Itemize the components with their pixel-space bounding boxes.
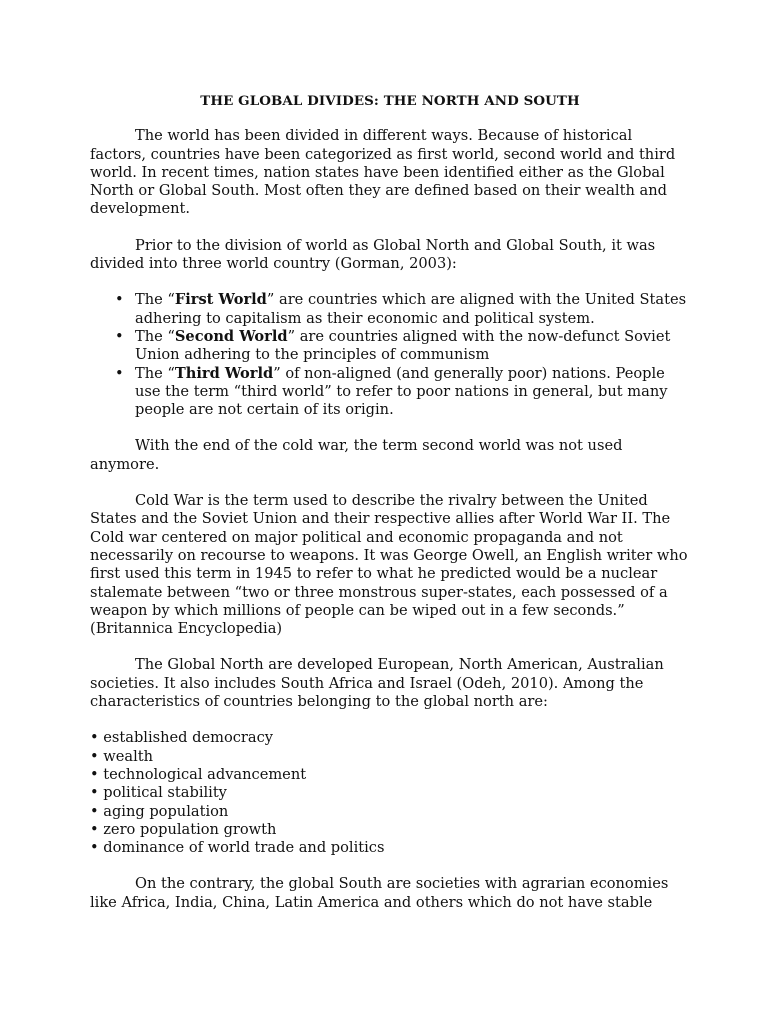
list-item: • dominance of world trade and politics [90, 839, 385, 857]
paragraph-cold-war-definition: Cold War is the term used to describe the rivalry between the United States and the Soviet Union and their respective allies after World War II. The Cold war centered on major political and economic propaganda and not necessarily on recourse to weapons. It was George Owell, an English writer who first used this term in 1945 to refer to what he predicted would be a nuclear stalemate between “two or three monstrous super-states, each possessed of a weapon by which millions of people can be wiped out in a few seconds.” (Britannica Encyclopedia) [90, 492, 688, 638]
list-item: • zero population growth [90, 820, 277, 838]
list-item: • established democracy [90, 729, 273, 747]
list-item-third-world: • The “Third World” of non-aligned (and generally poor) nations. People use the term “third world” to refer to poor nations in general, but many people are not certain of its origin. [115, 364, 668, 419]
bullet-icon: • [115, 327, 124, 345]
bullet-icon: • [115, 364, 124, 382]
paragraph-global-north: The Global North are developed European, North American, Australian societies. It also includes South Africa and Israel (Odeh, 2010). Among the characteristics of countries belonging to the global north are: [90, 656, 664, 711]
term-second-world: Second World [174, 327, 288, 345]
list-item-first-world: • The “First World” are countries which are aligned with the United States adhering to capitalism as their economic and political system. [115, 291, 687, 327]
document-page [90, 92, 690, 930]
list-item: • aging population [90, 802, 229, 820]
list-item: • technological advancement [90, 765, 307, 783]
term-first-world: First World [174, 291, 267, 309]
bullet-icon: • [115, 291, 124, 309]
global-north-traits-list [90, 729, 690, 857]
paragraph-global-south: On the contrary, the global South are societies with agrarian economies like Africa, India, China, Latin America and others which do not have stable [90, 875, 669, 911]
term-third-world: Third World [174, 364, 274, 382]
list-item: • wealth [90, 747, 154, 765]
document-title: THE GLOBAL DIVIDES: THE NORTH AND SOUTH [200, 93, 580, 109]
list-item: • political stability [90, 784, 227, 802]
paragraph-three-worlds: Prior to the division of world as Global North and Global South, it was divided into three world country (Gorman, 2003): [90, 236, 656, 273]
paragraph-intro: The world has been divided in different ways. Because of historical factors, countries have been categorized as first world, second world and third world. In recent times, nation states have been identified either as the Global North or Global South. Most often they are defined based on their wealth and development. [90, 127, 676, 218]
paragraph-cold-war-end: With the end of the cold war, the term second world was not used anymore. [90, 437, 623, 473]
world-categories-list [90, 291, 690, 419]
list-item-second-world: • The “Second World” are countries aligned with the now-defunct Soviet Union adhering to the principles of communism [115, 327, 671, 364]
